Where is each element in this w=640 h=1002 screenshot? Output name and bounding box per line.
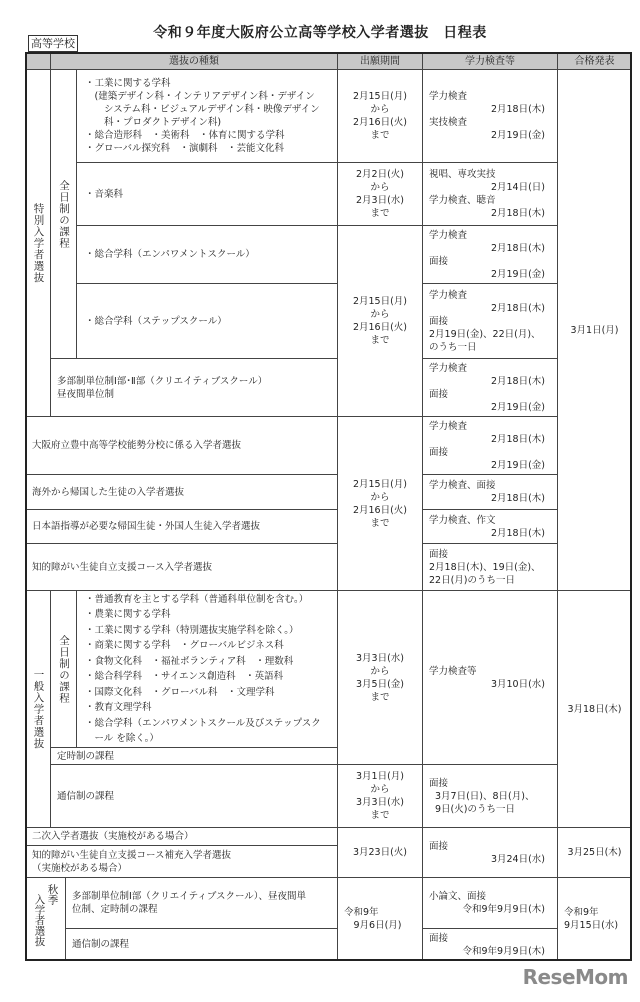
special-row-returnee: 海外から帰国した生徒の入学者選抜 — [25, 474, 338, 510]
exam-label: 面接 — [429, 548, 449, 560]
exam-date: 3月10日(水) — [490, 678, 545, 690]
special-exam-4 — [422, 283, 558, 359]
page-title: 令和９年度大阪府公立高等学校入学者選抜 日程表 — [153, 25, 487, 41]
exam-date: 2月18日(木) — [490, 375, 545, 387]
exam-date: 2月19日(金) — [490, 130, 545, 141]
autumn-season: 秋季 — [46, 884, 59, 905]
special-result: 3月1日(月) — [557, 69, 632, 591]
special-row-multipart: 多部制単位制Ⅰ部･Ⅱ部（クリエイティブスクール） 昼夜間単位制 — [50, 358, 338, 417]
exam-label: 視唱、専攻実技 — [429, 169, 496, 180]
general-row-parttime: 定時制の課程 — [50, 747, 338, 765]
exam-label: 面接 — [429, 777, 449, 789]
special-fulltime-label: 全日制の課程 — [50, 69, 77, 359]
header-exam: 学力検査等 — [422, 52, 558, 70]
autumn-application: 令和9年 9月6日(月) — [337, 877, 423, 961]
general-application-2: 3月1日(月) から 3月3日(水) まで — [337, 764, 423, 828]
resemom-logo: ReseMom — [522, 965, 628, 989]
special-exam-2 — [422, 162, 558, 226]
exam-date: 2月19日(金) — [490, 268, 545, 280]
exam-label: 学力検査等 — [429, 665, 477, 677]
exam-date: 2月19日(金) — [490, 459, 545, 471]
exam-label: 面接 — [429, 840, 449, 852]
exam-date: 3月24日(水) — [490, 853, 545, 865]
exam-date: 2月18日(木)、19日(金)、 22日(月)のうち一日 — [429, 561, 541, 586]
exam-date: 2月19日(金) — [490, 401, 545, 413]
special-row-support: 知的障がい生徒自立支援コース入学者選抜 — [25, 543, 338, 591]
special-application-2: 2月2日(火) から 2月3日(水) まで — [337, 162, 423, 226]
exam-label: 面接 — [429, 446, 449, 458]
secondary-result: 3月25日(木) — [557, 827, 632, 878]
exam-date: 2月18日(木) — [490, 104, 545, 115]
autumn-selection-label — [25, 877, 66, 961]
exam-label: 面接 — [429, 315, 449, 327]
special-application-3: 2月15日(月) から 2月16日(火) まで — [337, 225, 423, 417]
exam-date: 2月18日(木) — [490, 208, 545, 219]
exam-date: 2月18日(木) — [490, 242, 545, 254]
exam-label: 学力検査、面接 — [429, 480, 496, 491]
special-exam-3 — [422, 225, 558, 284]
header-blank — [25, 52, 51, 70]
general-row-fulltime: ・普通教育を主とする学科（普通科単位制を含む。） ・農業に関する学科 ・工業に関する学科（特別選抜実施学科を除く。） ・商業に関する学科 ・グローバルビジネス科 ・食物文化科 ・福祉ボランティア科 ・理数科 ・総合科学科 ・サイエンス創造科 ・英語科 ・国際文化科 ・グローバル科 ・文理学科 ・教育文理学科 ・総合学科（エンパワメントスクール及びステップスク ール を除く。） — [76, 590, 338, 748]
autumn-result: 令和9年 9月15日(水) — [557, 877, 632, 961]
special-application-1: 2月15日(月) から 2月16日(火) まで — [337, 69, 423, 163]
exam-date: 令和9年9月9日(木) — [462, 904, 545, 915]
supplementary-row: 知的障がい生徒自立支援コース補充入学者選抜 （実施校がある場合） — [25, 845, 338, 878]
secondary-row: 二次入学者選抜（実施校がある場合） — [25, 827, 338, 846]
special-row-empowerment: ・総合学科（エンパワメントスクール） — [76, 225, 338, 284]
autumn-row-correspondence: 通信制の課程 — [65, 928, 338, 961]
general-exam-2 — [422, 764, 558, 828]
special-exam-8 — [422, 509, 558, 544]
exam-label: 面接 — [429, 388, 449, 400]
special-row-toyonaka: 大阪府立豊中高等学校能勢分校に係る入学者選抜 — [25, 416, 338, 475]
general-exam-1 — [422, 590, 558, 765]
special-exam-9 — [422, 543, 558, 591]
special-application-4: 2月15日(月) から 2月16日(火) まで — [337, 416, 423, 591]
exam-date: 2月18日(木) — [490, 302, 545, 314]
exam-label: 実技検査 — [429, 117, 468, 128]
exam-label: 学力検査 — [429, 289, 468, 301]
exam-date: 3月7日(日)、8日(月)、 9日(火)のうち一日 — [435, 790, 535, 815]
autumn-exam-1 — [422, 877, 558, 929]
exam-date: 2月19日(金)、22日(月)、 のうち一日 — [429, 328, 541, 353]
exam-date: 2月18日(木) — [490, 433, 545, 445]
general-fulltime-label: 全日制の課程 — [50, 590, 77, 748]
exam-label: 学力検査、聴音 — [429, 195, 496, 206]
special-selection-label: 特別入学者選抜 — [25, 69, 51, 417]
header-result: 合格発表 — [557, 52, 632, 70]
exam-label: 学力検査 — [429, 420, 468, 432]
general-row-correspondence: 通信制の課程 — [50, 764, 338, 828]
autumn-row-multipart: 多部制単位制Ⅰ部（クリエイティブスクール）、昼夜間単 位制、定時制の課程 — [65, 877, 338, 929]
exam-label: 面接 — [429, 932, 449, 944]
special-row-industry: ・工業に関する学科 (建築デザイン科・インテリアデザイン科・デザイン システム科・ビジュアルデザイン科・映像デザイン 科・プロダクトデザイン科) ・総合造形科 ・美術科 ・体育に関する学科 ・グローバル探究科 ・演劇科 ・芸能文化科 — [76, 69, 338, 163]
exam-date: 2月14日(日) — [490, 182, 545, 193]
autumn-label: 入学者選抜 — [33, 894, 46, 947]
exam-label: 小論文、面接 — [429, 891, 487, 902]
autumn-exam-2 — [422, 928, 558, 961]
header-application: 出願期間 — [337, 52, 423, 70]
secondary-exam — [422, 827, 558, 878]
exam-label: 学力検査 — [429, 362, 468, 374]
special-exam-6 — [422, 416, 558, 475]
special-exam-1 — [422, 69, 558, 163]
special-exam-5 — [422, 358, 558, 417]
general-selection-label: 一般入学者選抜 — [25, 590, 51, 828]
exam-label: 面接 — [429, 255, 449, 267]
header-type: 選抜の種類 — [50, 52, 338, 70]
special-row-japanese: 日本語指導が必要な帰国生徒・外国人生徒入学者選抜 — [25, 509, 338, 544]
exam-label: 学力検査、作文 — [429, 514, 496, 526]
exam-label: 学力検査 — [429, 91, 468, 102]
special-row-step: ・総合学科（ステップスクール） — [76, 283, 338, 359]
secondary-application: 3月23日(火) — [337, 827, 423, 878]
general-application-1: 3月3日(水) から 3月5日(金) まで — [337, 590, 423, 765]
special-exam-7 — [422, 474, 558, 510]
exam-date: 令和9年9月9日(木) — [462, 945, 545, 957]
exam-date: 2月18日(木) — [490, 493, 545, 504]
general-result: 3月18日(木) — [557, 590, 632, 828]
exam-label: 学力検査 — [429, 229, 468, 241]
special-row-music: ・音楽科 — [76, 162, 338, 226]
school-type-badge: 高等学校 — [28, 35, 78, 52]
exam-date: 2月18日(木) — [490, 527, 545, 539]
